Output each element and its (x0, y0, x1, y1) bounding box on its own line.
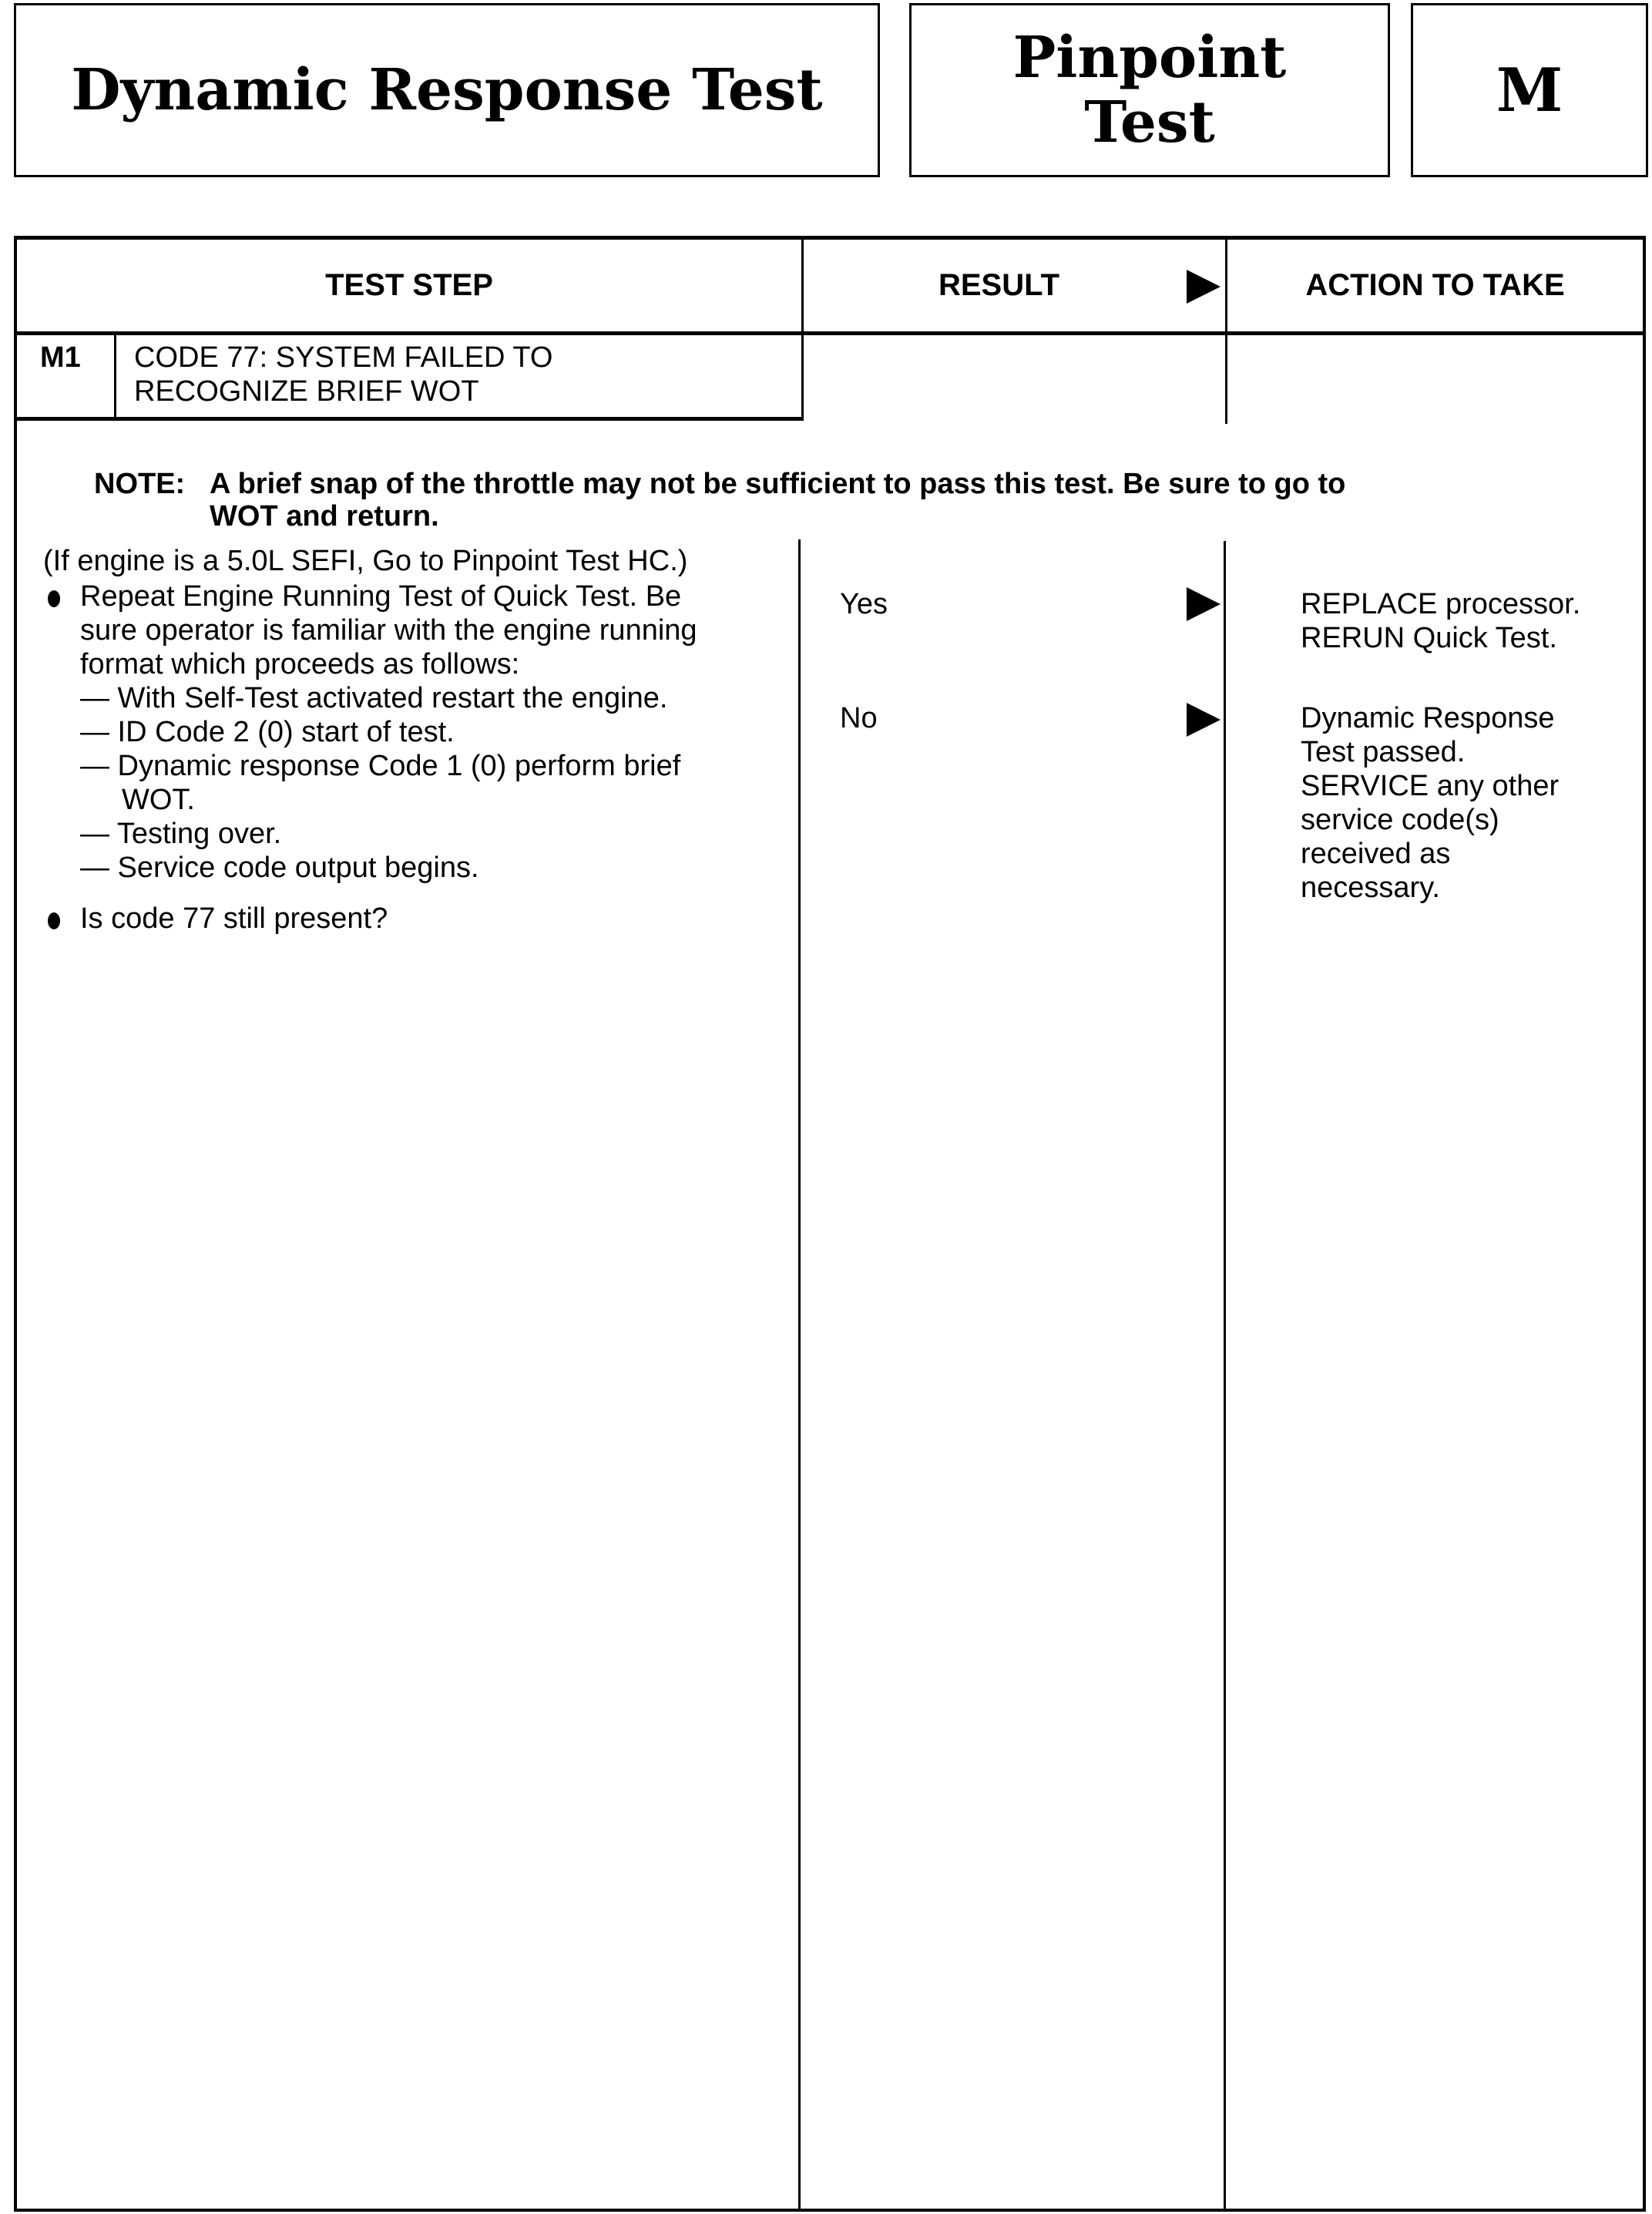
test-code: M (1496, 55, 1563, 126)
title-box (14, 3, 880, 177)
instruction-line: format which proceeds as follows: (80, 648, 520, 680)
step-id: M1 (40, 341, 81, 374)
instruction-line: sure operator is familiar with the engine running (80, 614, 697, 647)
arrow-icon (1187, 587, 1221, 621)
substep: — Service code output begins. (80, 852, 479, 884)
page-title: Dynamic Response Test (71, 57, 823, 123)
substep: — Dynamic response Code 1 (0) perform brief (80, 750, 681, 782)
arrow-icon (1187, 703, 1221, 737)
instruction-question: Is code 77 still present? (80, 902, 388, 935)
substep: — ID Code 2 (0) start of test. (80, 716, 455, 748)
category-box (909, 3, 1390, 177)
result-no: No (840, 702, 878, 734)
table-border-left (14, 236, 17, 2212)
column-header-test-step: TEST STEP (325, 268, 493, 302)
column-header-action: ACTION TO TAKE (1305, 268, 1565, 302)
instruction-line: Repeat Engine Running Test of Quick Test. Be (80, 580, 682, 613)
step-title-line1: CODE 77: SYSTEM FAILED TO (134, 341, 553, 374)
note-line2: WOT and return. (210, 500, 439, 533)
table-border-right (1643, 236, 1646, 2212)
header-divider (14, 331, 1646, 335)
action-yes-line: RERUN Quick Test. (1301, 622, 1557, 654)
code-box (1411, 3, 1648, 177)
substep: — Testing over. (80, 818, 282, 850)
bullet-icon (48, 590, 60, 607)
result-yes: Yes (840, 588, 888, 620)
step-id-divider (114, 333, 116, 419)
action-no-line: Dynamic Response (1301, 702, 1555, 734)
column-header-result: RESULT (938, 268, 1060, 302)
substep: — With Self-Test activated restart the engine. (80, 682, 668, 714)
category-label: Pinpoint Test (1012, 25, 1287, 156)
table-border-bottom (14, 2209, 1646, 2212)
bullet-icon (48, 912, 60, 929)
action-no-line: SERVICE any other (1301, 770, 1560, 802)
col-divider-2 (1224, 541, 1226, 2210)
action-no-line: necessary. (1301, 872, 1440, 904)
note-label: NOTE: (94, 468, 186, 500)
col-divider-1 (798, 539, 801, 2210)
step-title-line2: RECOGNIZE BRIEF WOT (134, 375, 479, 408)
instruction-intro: (If engine is a 5.0L SEFI, Go to Pinpoint Test HC.) (43, 545, 688, 577)
action-yes-line: REPLACE processor. (1301, 588, 1581, 620)
action-no-line: received as (1301, 838, 1451, 870)
action-no-line: service code(s) (1301, 804, 1499, 836)
step-row-divider (14, 417, 804, 421)
substep: WOT. (122, 784, 195, 816)
action-no-line: Test passed. (1301, 736, 1466, 768)
note-line1: A brief snap of the throttle may not be sufficient to pass this test. Be sure to go to (210, 468, 1346, 500)
arrow-icon (1187, 270, 1221, 304)
